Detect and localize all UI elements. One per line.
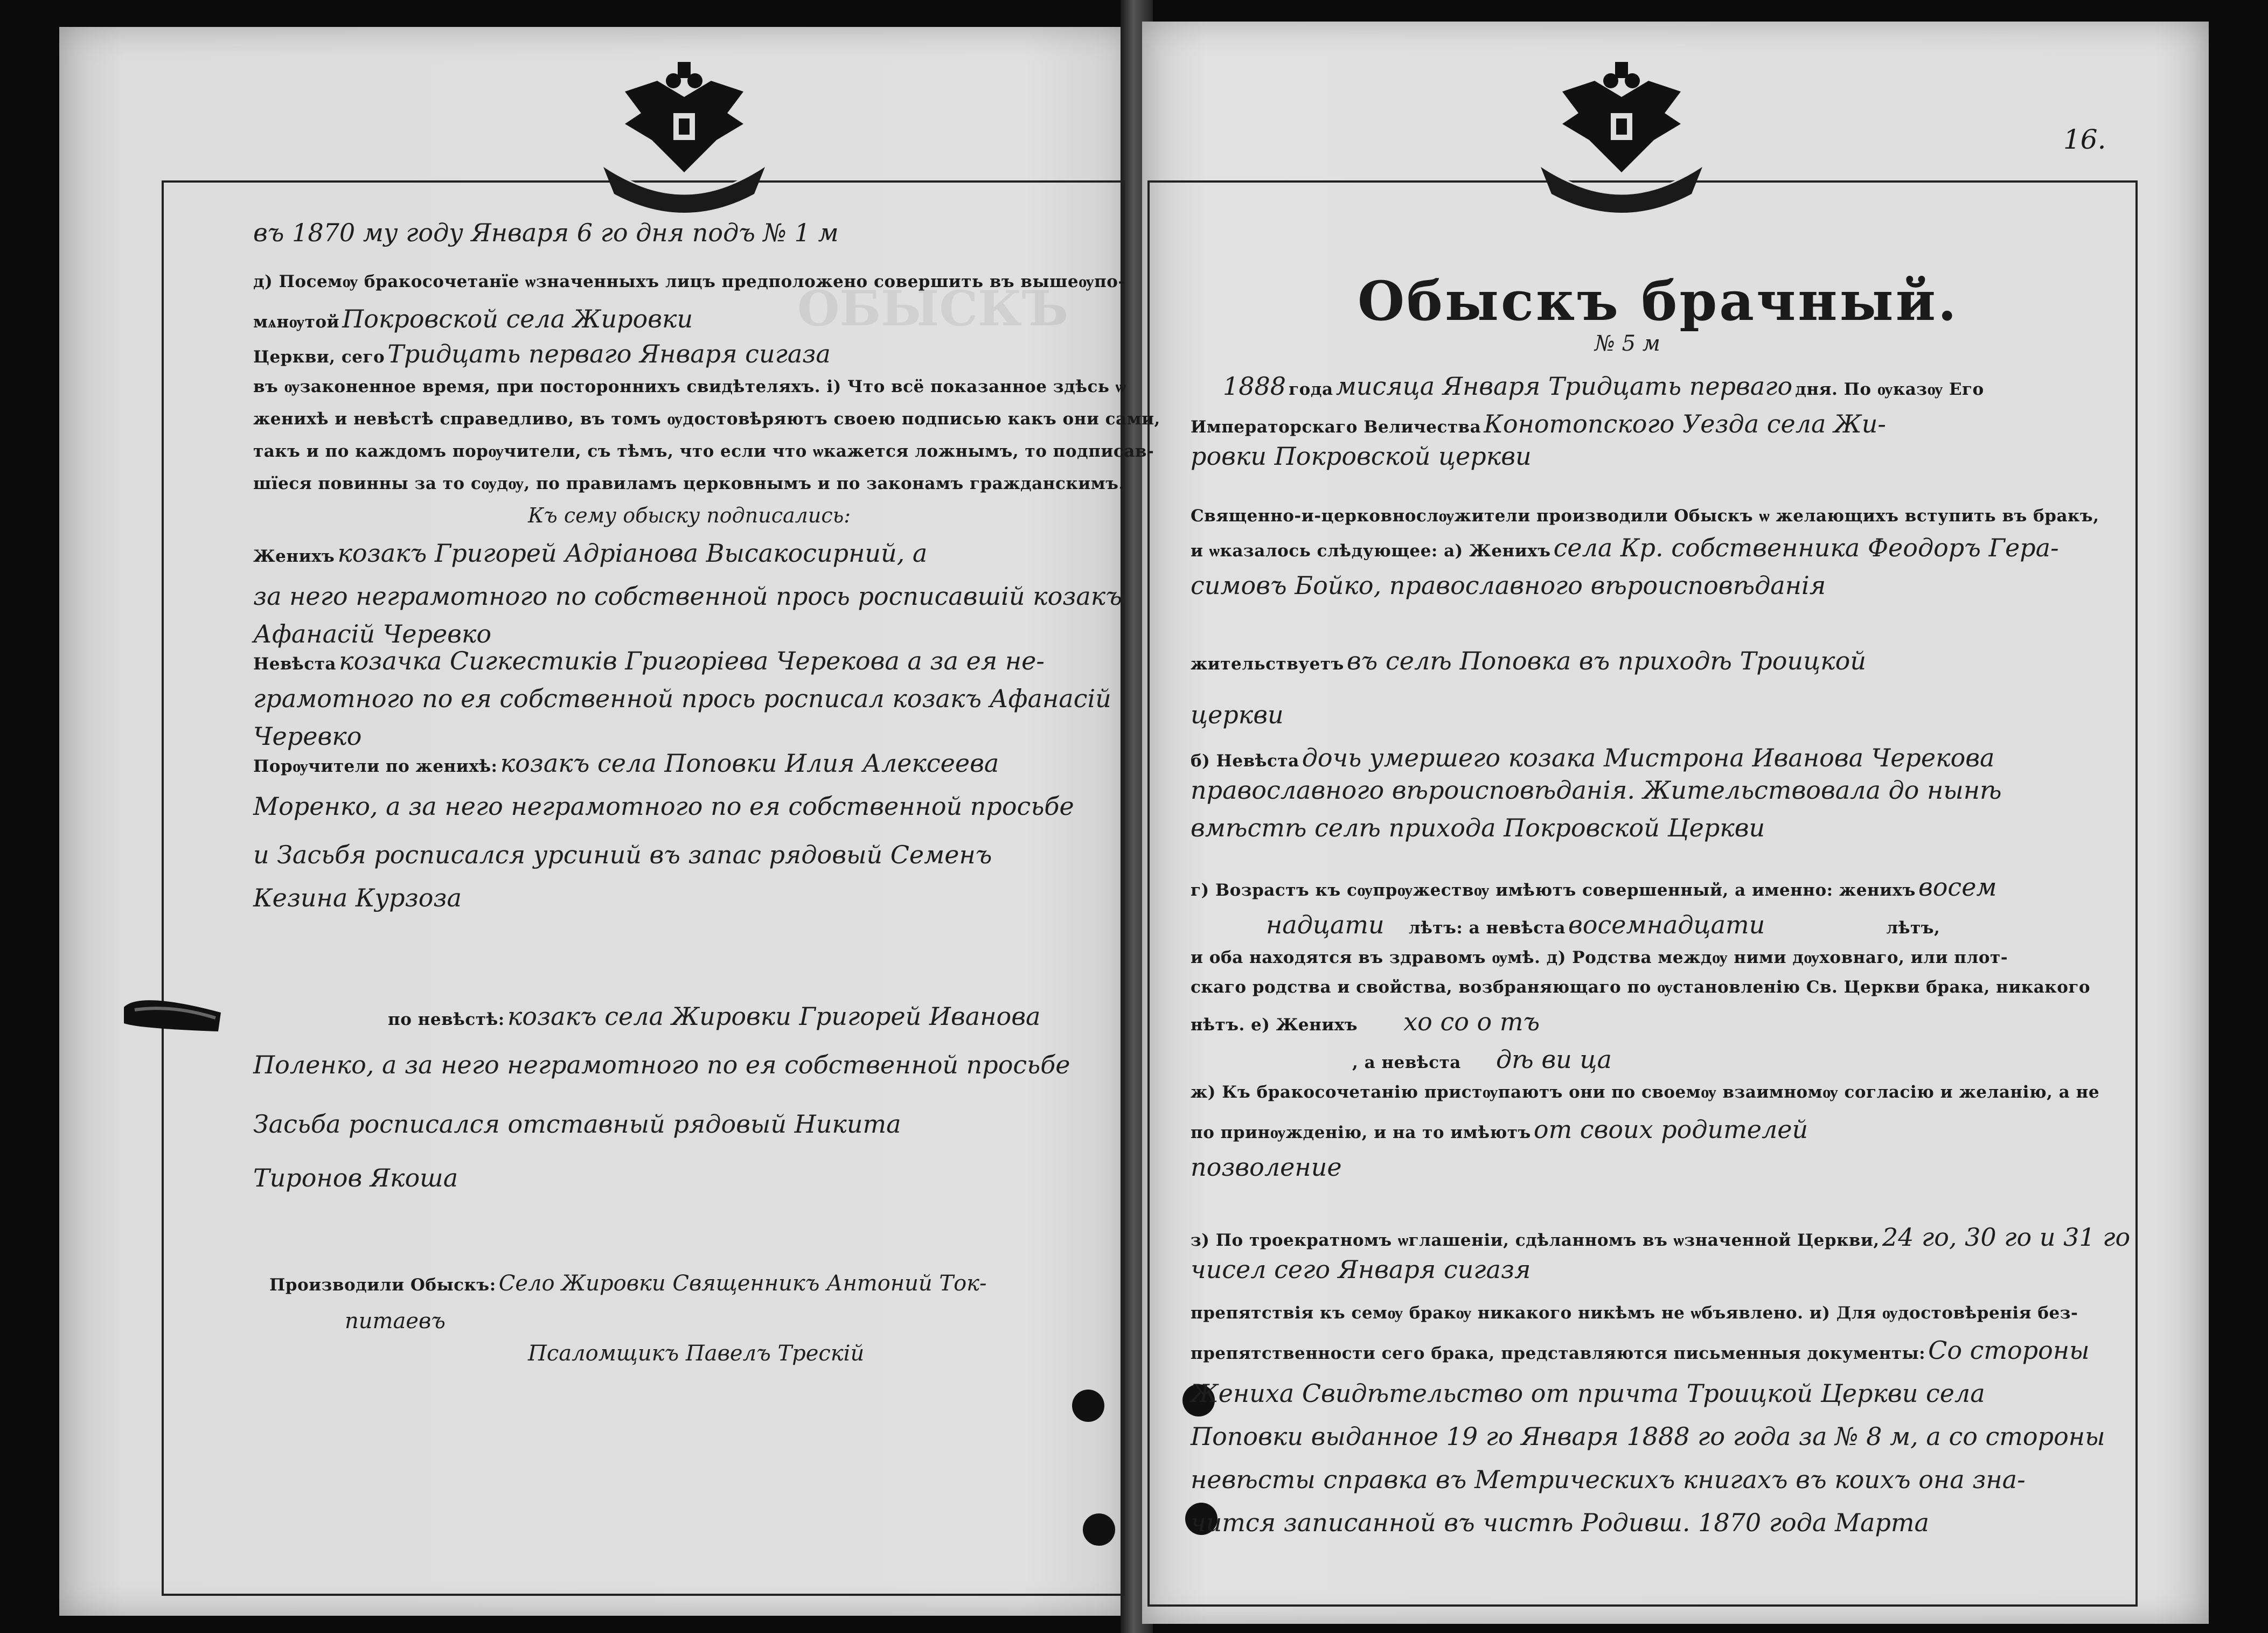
handwritten-text: надцати	[1266, 910, 1385, 939]
handwritten-text: восем	[1918, 873, 1997, 902]
text-line	[1223, 372, 1984, 401]
printed-line: шїеся повинны за то сѹдѹ, по правиламъ церковнымъ и по законамъ гражданскимъ.	[253, 474, 1125, 493]
printed-text: лѣтъ: а невѣста	[1408, 918, 1566, 938]
bleed-through-mark: ОБЫСКЪ	[797, 280, 1069, 337]
printed-text: Церкви, сего	[253, 347, 385, 367]
printed-line: Священно-и-церковнослѹжители производили Обыскъ ѡ желающихъ вступить въ бракъ,	[1191, 506, 2099, 526]
handwritten-line: Тиронов Якоша	[253, 1163, 458, 1192]
punch-hole	[1083, 1513, 1115, 1546]
bride-label: б) Невѣста	[1191, 751, 1299, 771]
printed-text: мѧнѹтой	[253, 312, 340, 332]
handwritten-text: козачка Сигкестиків Григоріева Черекова а за ея не-	[339, 646, 1045, 675]
handwritten-text: села Кр. собственника Феодоръ Гера-	[1553, 533, 2059, 562]
printed-text: препятственности сего брака, представляются письменныя документы:	[1191, 1344, 1926, 1363]
printed-line: въ ѹзаконенное время, при постороннихъ свидѣтеляхъ. і) Что всё показанное здѣсь ѡ	[253, 377, 1126, 396]
performed-by-label: Производили Обыскъ:	[269, 1275, 496, 1295]
bride-label: Невѣста	[253, 654, 337, 674]
text-line	[1191, 1007, 1540, 1036]
handwritten-line: ровки Покровской церкви	[1191, 442, 1532, 471]
handwritten-text: въ селѣ Поповка въ приходѣ Троицкой	[1346, 646, 1866, 675]
handwritten-line: вмѣстѣ селѣ прихода Покровской Церкви	[1191, 813, 1765, 842]
printed-line: ж) Къ бракосочетанію пристѹпаютъ они по своемѹ взаимномѹ согласію и желанію, а не	[1191, 1083, 2100, 1102]
handwritten-line: позволение	[1191, 1153, 1342, 1182]
handwritten-text: козакъ Григорей Адріанова Высакосирний, а	[337, 539, 928, 568]
text-line	[253, 339, 831, 368]
record-number: № 5 м	[1595, 331, 1660, 356]
text-line	[388, 1002, 1040, 1031]
text-line	[253, 749, 999, 778]
printed-line: такъ и по каждомъ порѹчители, съ тѣмъ, что если что ѡкажется ложнымъ, то подписав-	[253, 442, 1154, 461]
handwritten-line: за него неграмотного по собственной прось росписавшій козакъ	[253, 582, 1122, 611]
handwritten-text: козакъ села Жировки Григорей Иванова	[507, 1002, 1041, 1031]
handwritten-line: питаевъ	[345, 1309, 446, 1334]
printed-text: нѣтъ. е) Женихъ	[1191, 1015, 1358, 1035]
handwritten-line: чисел сего Января сигазя	[1191, 1255, 1531, 1284]
text-line	[253, 646, 1045, 675]
text-line	[1191, 1336, 2090, 1365]
text-line	[1266, 910, 1940, 939]
handwritten-text: 24 го, 30 го и 31 го	[1882, 1223, 2131, 1252]
handwritten-line: Поленко, а за него неграмотного по ея собственной просьбе	[253, 1050, 1070, 1079]
handwritten-line: Къ сему обыску подписались:	[528, 504, 851, 527]
bride-guarantors-label: по невѣстѣ:	[388, 1010, 505, 1029]
handwritten-line: Засьба росписался отставный рядовый Никита	[253, 1109, 901, 1139]
document-title: Обыскъ брачный.	[1358, 269, 1959, 333]
text-line	[1352, 1045, 1612, 1074]
handwritten-text: мисяца Января Тридцать перваго	[1335, 372, 1793, 401]
residence-label: жительствуетъ	[1191, 654, 1344, 674]
handwritten-line: невѣсты справка въ Метрическихъ книгахъ въ коихъ она зна-	[1191, 1465, 2026, 1494]
handwritten-text: дочь умершего козака Мистрона Иванова Черекова	[1302, 743, 1995, 772]
printed-text: года	[1289, 380, 1333, 399]
handwritten-text: Конотопского Уезда села Жи-	[1484, 409, 1886, 438]
handwritten-line: Поповки выданное 19 го Января 1888 го года за № 8 м, а со стороны	[1191, 1422, 2105, 1451]
printed-line: женихѣ и невѣстѣ справедливо, въ томъ ѹдостовѣряютъ своею подписью какъ они сами,	[253, 409, 1160, 429]
handwritten-line: Моренко, а за него неграмотного по ея собственной просьбе	[253, 792, 1074, 821]
handwritten-line: Черевко	[253, 722, 362, 751]
punch-hole	[1072, 1390, 1104, 1422]
printed-text: з) По троекратномъ ѡглашеніи, сдѣланномъ въ ѡзначенной Церкви,	[1191, 1231, 1880, 1250]
handwritten-text: от своих родителей	[1533, 1115, 1808, 1144]
printed-line: д) Посемѹ бракосочетанїе ѡзначенныхъ лицъ предположено совершить въ вышеѹпо-	[253, 272, 1125, 291]
handwritten-text: козакъ села Поповки Илия Алексеева	[500, 749, 999, 778]
text-line	[1191, 1223, 2130, 1252]
handwritten-line: Афанасій Черевко	[253, 619, 492, 648]
printed-line: скаго родства и свойства, возбраняющаго по ѹстановленію Св. Церкви брака, никакого	[1191, 978, 2091, 997]
handwritten-text: дѣ ви ца	[1495, 1045, 1612, 1074]
left-heading-date: въ 1870 му году Января 6 го дня подъ № 1 м	[253, 218, 839, 247]
handwritten-text: Село Жировки Священникъ Антоний Ток-	[498, 1271, 987, 1296]
printed-text: г) Возрастъ къ сѹпрѹжествѹ имѣютъ совершенный, а именно: женихъ	[1191, 881, 1916, 900]
text-line	[253, 539, 927, 568]
printed-text: и ѡказалось слѣдующее: а) Женихъ	[1191, 541, 1551, 561]
printed-line: и оба находятся въ здравомъ ѹмѣ. д) Родства междѹ ними дѹховнаго, или плот-	[1191, 948, 2008, 967]
handwritten-text: Со стороны	[1928, 1336, 2090, 1365]
handwritten-text: Покровской села Жировки	[342, 304, 693, 333]
printed-line: препятствія къ семѹ бракѹ никакого никѣмъ не ѡбъявлено. и) Для ѹдостовѣренія без-	[1191, 1303, 2078, 1323]
handwritten-line: Кезина Курзоза	[253, 883, 462, 912]
printed-text: лѣтъ,	[1886, 918, 1940, 938]
text-line	[1191, 409, 1886, 438]
printed-text: Императорскаго Величества	[1191, 417, 1481, 437]
handwritten-line: Жениха Свидѣтельство от причта Троицкой Церкви села	[1191, 1379, 1985, 1408]
left-crest-icon	[593, 59, 776, 221]
handwritten-line: симовъ Бойко, православного вѣроисповѣданія	[1191, 571, 1826, 600]
handwritten-line: грамотного по ея собственной прось росписал козакъ Афанасій	[253, 684, 1111, 713]
page-number: 16.	[2063, 124, 2106, 155]
groom-guarantors-label: Порѹчители по женихѣ:	[253, 757, 498, 776]
printed-text: по принѹжденію, и на то имѣютъ	[1191, 1123, 1531, 1142]
handwritten-line: чится записанной въ чистѣ Родивш. 1870 года Марта	[1191, 1508, 1929, 1537]
text-line	[253, 304, 693, 333]
text-line	[1191, 873, 1997, 902]
handwritten-text: Тридцать перваго Января сигаза	[387, 339, 831, 368]
binder-clip	[119, 986, 226, 1045]
handwritten-line: православного вѣроисповѣданія. Жительствовала до нынѣ	[1191, 776, 2002, 805]
handwritten-text: хо со о тъ	[1403, 1007, 1540, 1036]
handwritten-line: церкви	[1191, 700, 1284, 729]
handwritten-line: и Засьбя росписался урсиний въ запас рядовый Семенъ	[253, 840, 992, 869]
handwritten-text: восемнадцати	[1568, 910, 1765, 939]
text-line	[1191, 1115, 1808, 1144]
text-line	[1191, 743, 1994, 772]
text-line	[1191, 646, 1866, 675]
year-value: 1888	[1223, 372, 1286, 401]
printed-text: дня. По ѹказѹ Его	[1795, 380, 1984, 399]
groom-label: Женихъ	[253, 547, 335, 566]
handwritten-signature: Псаломщикъ Павелъ Трескій	[528, 1341, 865, 1366]
printed-text: , а невѣста	[1352, 1053, 1461, 1072]
text-line	[269, 1271, 987, 1296]
text-line	[1191, 533, 2059, 562]
right-crest-icon	[1530, 59, 1713, 221]
